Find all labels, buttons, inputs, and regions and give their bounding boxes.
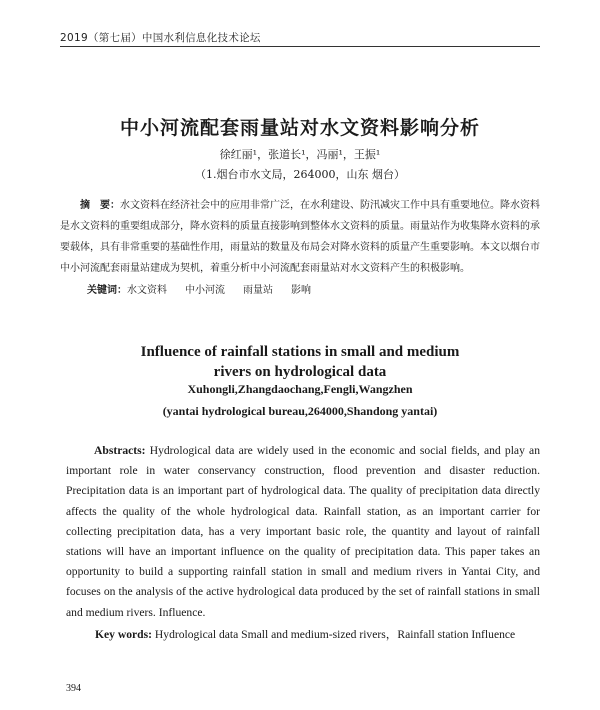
header-rule [60,46,540,47]
running-header: 2019（第七届）中国水利信息化技术论坛 [60,32,261,44]
chinese-title: 中小河流配套雨量站对水文资料影响分析 [119,117,480,139]
page-number: 394 [66,683,81,694]
english-abstract-text: Hydrological data are widely used in the economic and social fields, and play an important role in water conservancy construction, flood prevention and disaster reduction. Precipitation data is an important part of hydrological data. The quality of precipitation data directly affects the quality of the whole hydrological data. Rainfall station, as an important carrier for collecting precipitation data, has a very important basic role, the quantity and layout of rainfall stations will have an important influence on the quality of precipitation data. This paper takes an opportunity to build a supporting rainfall station in small and medium rivers in Yantai City, and focuses on the analysis of the active hydrological data produced by the set of rainfall stations in small and medium rivers. Influence. [66,444,541,619]
english-abstract [66,441,540,623]
chinese-authors: 徐红丽¹，张道长¹，冯丽¹，王振¹ [219,148,381,161]
chinese-abstract [60,195,540,279]
english-authors: Xuhongli,Zhangdaochang,Fengli,Wangzhen [187,382,413,396]
keyword: 影响 [291,285,311,296]
english-keywords-label: Key words: [95,628,152,641]
english-keywords-text: Hydrological data Small and medium-sized rivers，Rainfall station Influence [154,628,516,641]
english-affiliation: (yantai hydrological bureau,264000,Shandong yantai) [162,404,438,418]
keyword: 中小河流 [185,285,225,296]
chinese-keywords-label: 关键词： [87,285,127,296]
keyword: 雨量站 [243,285,273,296]
chinese-abstract-label: 摘 要： [80,200,120,211]
english-abstract-label: Abstracts: [94,444,146,457]
chinese-abstract-text: 水文资料在经济社会中的应用非常广泛，在水利建设、防汛减灾工作中具有重要地位。降水资料是水文资料的重要组成部分，降水资料的质量直接影响到整体水文资料的质量。雨量站作为收集降水资料的承要载体，具有非常重要的基础性作用，雨量站的数量及布局会对降水资料的质量产生重要影响。本文以烟台市中小河流配套雨量站建成为契机，着重分析中小河流配套雨量站对水文资料产生的积极影响。 [60,200,540,274]
english-keywords [95,626,515,642]
english-title-line: Influence of rainfall stations in small and medium [140,344,460,360]
keyword: 水文资料 [127,285,167,296]
english-title [0,342,600,382]
chinese-affiliation: （1.烟台市水文局，264000，山东 烟台） [195,168,405,181]
chinese-keywords [87,281,329,296]
english-title-line: rivers on hydrological data [213,364,387,380]
